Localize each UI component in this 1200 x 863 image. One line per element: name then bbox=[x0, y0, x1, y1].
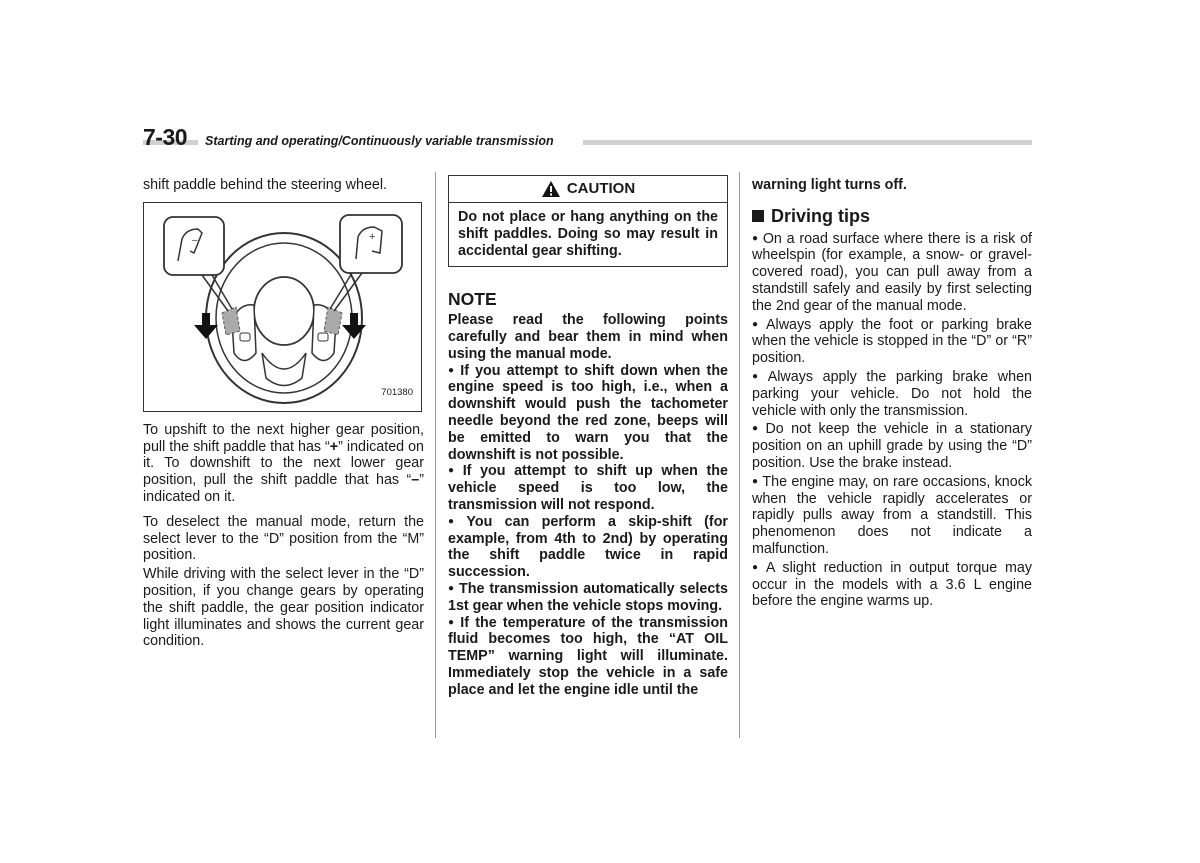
list-item: ● Always apply the parking brake when parking your vehicle. Do not hold the vehicle with only the transmission. bbox=[752, 368, 1032, 419]
steering-wheel-illustration bbox=[144, 203, 420, 410]
page-header bbox=[143, 124, 1032, 150]
list-item: ● The transmission automatically selects 1st gear when the vehicle stops moving. bbox=[448, 580, 728, 614]
list-item: ● A slight reduction in output torque may occur in the models with a 3.6 L engine before the engine warms up. bbox=[752, 559, 1032, 610]
figure-code: 701380 bbox=[381, 387, 413, 398]
caution-text: Do not place or hang anything on the shift paddles. Doing so may result in accidental gear shifting. bbox=[458, 209, 718, 259]
caution-title: CAUTION bbox=[566, 179, 636, 197]
column-right bbox=[752, 177, 1032, 612]
page-number: 7-30 bbox=[143, 124, 188, 150]
driving-tips-title: Driving tips bbox=[771, 205, 871, 226]
note-title: NOTE bbox=[448, 289, 497, 310]
section-title bbox=[752, 205, 1032, 226]
list-item: ● You can perform a skip-shift (for example, from 4th to 2nd) by operating the shift paddle twice in rapid succession. bbox=[448, 513, 728, 581]
list-item: ● Do not keep the vehicle in a stationary position on an uphill grade by using the “D” position. Use the brake instead. bbox=[752, 421, 1032, 471]
column-left bbox=[143, 177, 424, 658]
note-intro: Please read the following points carefully and bear them in mind when using the manual mode. bbox=[448, 312, 728, 362]
minus-label: – bbox=[192, 234, 198, 246]
square-bullet-icon bbox=[752, 210, 764, 222]
column-divider bbox=[739, 172, 740, 738]
column-middle bbox=[448, 175, 728, 699]
list-item: ● The engine may, on rare occasions, knock when the vehicle rapidly accelerates or rapidly pulls away from a standstill. This phenomenon does not indicate a malfunction. bbox=[752, 473, 1032, 557]
intro-text: shift paddle behind the steering wheel. bbox=[143, 177, 388, 193]
note-body bbox=[448, 312, 728, 698]
gear-indicator-paragraph: While driving with the select lever in the “D” position, if you change gears by operating the shift paddle, the gear position indicator light illuminates and shows the current gear condition. bbox=[143, 566, 424, 650]
deselect-paragraph: To deselect the manual mode, return the select lever to the “D” position from the “M” position. bbox=[143, 513, 424, 564]
list-item: ● On a road surface where there is a risk of wheelspin (for example, a snow- or gravel-covered road), you can pull away from a standstill safely and easily by first selecting the 2nd gear of the manual mode. bbox=[752, 230, 1032, 314]
caution-header bbox=[449, 176, 727, 203]
steering-wheel-figure bbox=[143, 202, 422, 412]
list-item: ● If the temperature of the transmission fluid becomes too high, the “AT OIL TEMP” warning light will illuminate. Immediately stop the vehicle in a safe place and let the engine idle until the bbox=[448, 614, 728, 698]
warning-triangle-icon bbox=[541, 180, 561, 198]
list-item: ● Always apply the foot or parking brake when the vehicle is stopped in the “D” or “R” position. bbox=[752, 316, 1032, 367]
upshift-paragraph: To upshift to the next higher gear position, pull the shift paddle that has “+” indicated on it. To downshift to the next lower gear position, pull the shift paddle that has “–” indicated on it. bbox=[143, 421, 424, 505]
column-divider bbox=[435, 172, 436, 738]
list-item: ● If you attempt to shift down when the engine speed is too high, i.e., when a downshift would push the tachometer needle beyond the red zone, beeps will be emitted to warn you that the downshift is not possible. bbox=[448, 362, 728, 463]
plus-label: + bbox=[369, 230, 376, 243]
list-item: ● If you attempt to shift up when the vehicle speed is too low, the transmission will not respond. bbox=[448, 463, 728, 513]
section-header-title: Starting and operating/Continuously variable transmission bbox=[205, 134, 554, 148]
continuation-text: warning light turns off. bbox=[752, 177, 907, 193]
caution-box bbox=[448, 175, 728, 267]
